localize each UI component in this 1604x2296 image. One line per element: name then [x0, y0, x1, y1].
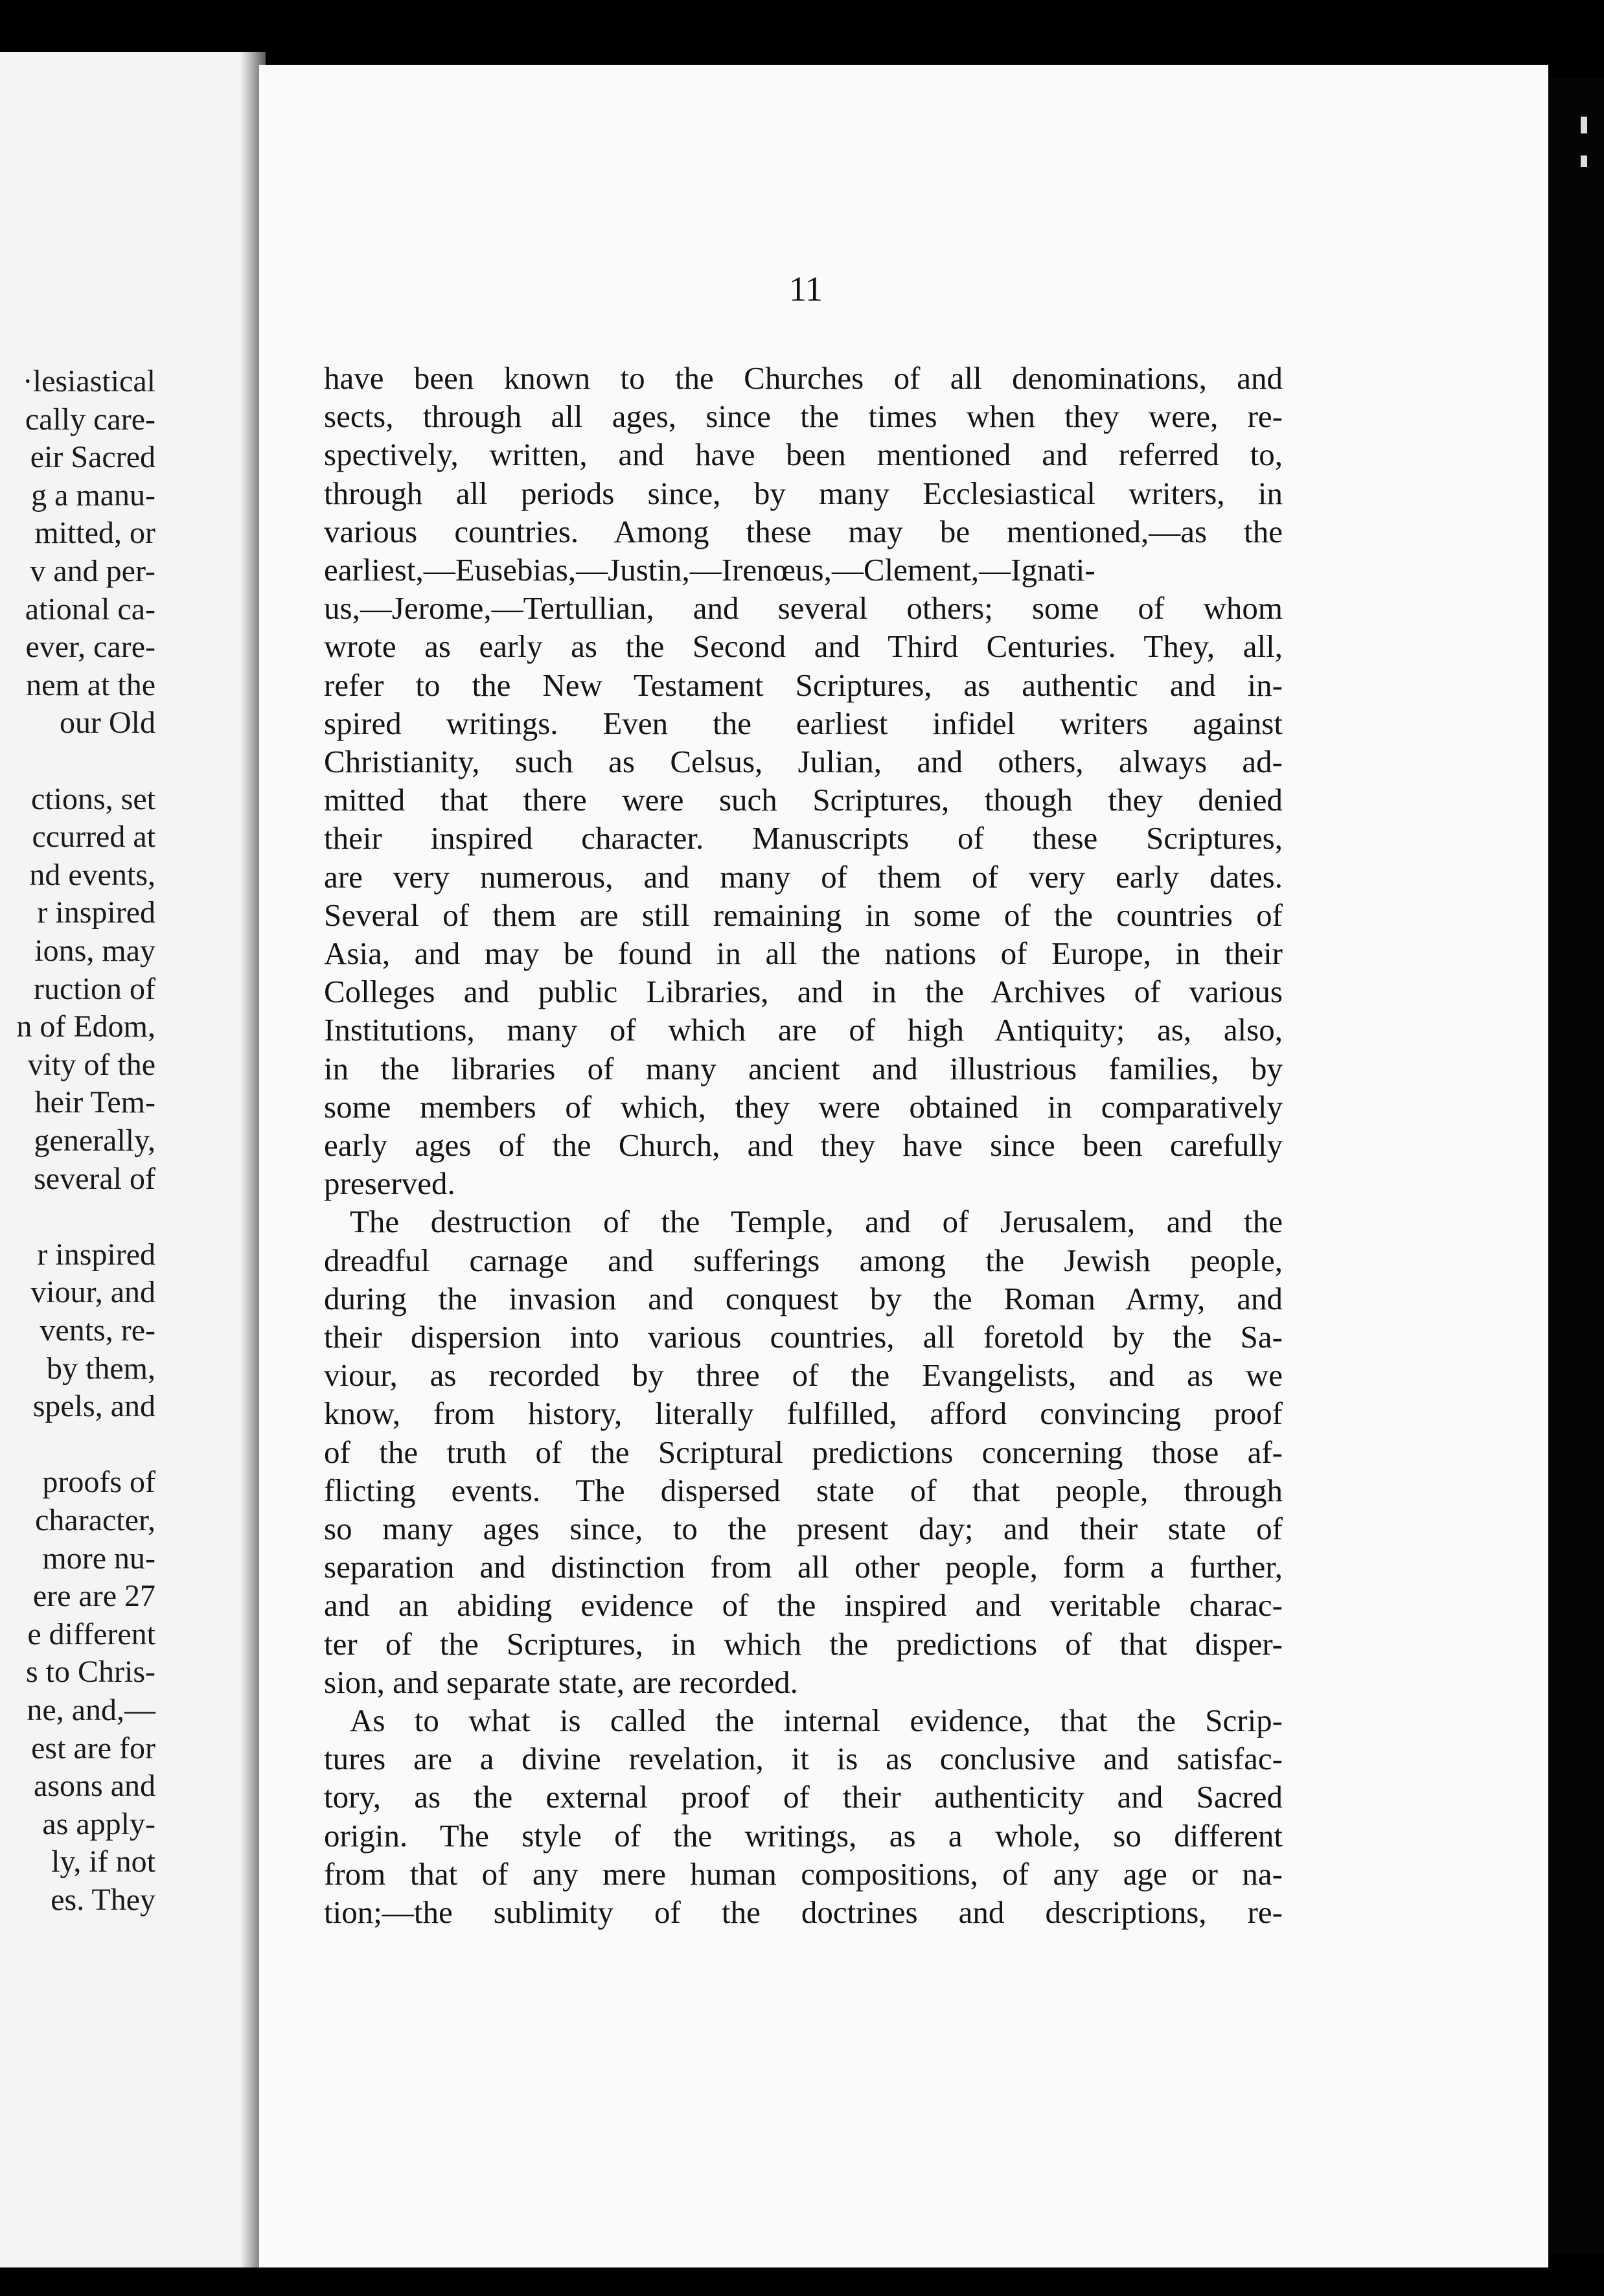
body-text-line: separation and distinction from all other people, form a further, [324, 1549, 1283, 1585]
body-text-line: dreadful carnage and sufferings among the Jewish people, [324, 1242, 1283, 1278]
left-page-line: our Old [60, 706, 155, 740]
left-page-line: ions, may [34, 934, 155, 968]
left-page-line: nd events, [29, 857, 155, 892]
left-page-line: proofs of [42, 1465, 155, 1500]
left-page-line: viour, and [30, 1275, 155, 1310]
left-page-line: eir Sacred [30, 440, 155, 475]
body-text-line: us,—Jerome,—Tertullian, and several others; some of whom [324, 590, 1283, 626]
body-text-line: preserved. [324, 1165, 455, 1202]
body-text-line: Christianity, such as Celsus, Julian, and others, always ad- [324, 744, 1283, 779]
left-page-line: s to Chris- [25, 1655, 155, 1690]
body-text-line: early ages of the Church, and they have since been carefully [324, 1127, 1283, 1163]
edge-mark [1581, 117, 1587, 133]
body-text-line: spectively, written, and have been mentioned and referred to, [324, 437, 1283, 473]
left-page-line: cally care- [25, 402, 155, 437]
left-page-line: ccurred at [32, 820, 155, 855]
left-page-line: est are for [31, 1730, 155, 1765]
body-text-line: are very numerous, and many of them of very early dates. [324, 858, 1283, 895]
left-page-line: ne, and,— [27, 1693, 155, 1727]
left-page-line: ruction of [34, 971, 155, 1006]
body-text-line: of the truth of the Scriptural predictions concerning those af- [324, 1434, 1283, 1470]
left-page [0, 52, 253, 2267]
body-text-line: Institutions, many of which are of high Antiquity; as, also, [324, 1012, 1283, 1048]
body-text-line: viour, as recorded by three of the Evangelists, and as we [324, 1357, 1283, 1394]
body-text-line: spired writings. Even the earliest infidel writers against [324, 705, 1283, 741]
left-page-line: vity of the [27, 1047, 155, 1082]
left-page-line: by them, [47, 1351, 155, 1386]
body-text-line: have been known to the Churches of all denominations, and [324, 360, 1283, 396]
left-page-line: ly, if not [51, 1844, 155, 1879]
edge-mark [1581, 155, 1587, 167]
left-page-line: g a manu- [31, 477, 155, 512]
body-text-line: through all periods since, by many Ecclesiastical writers, in [324, 475, 1283, 511]
body-text-line: tion;—the sublimity of the doctrines and descriptions, re- [324, 1894, 1283, 1930]
body-text-line: during the invasion and conquest by the Roman Army, and [324, 1280, 1283, 1316]
body-text-line: Several of them are still remaining in some of the countries of [324, 897, 1283, 933]
body-text-line: so many ages since, to the present day; and their state of [324, 1511, 1283, 1546]
left-page-line: character, [35, 1503, 155, 1537]
left-page-line: ctions, set [31, 781, 155, 816]
page-edge [1548, 78, 1604, 2255]
left-page-line: r inspired [37, 1237, 155, 1272]
left-page-line: ever, care- [25, 630, 155, 665]
left-page-line: v and per- [30, 554, 155, 588]
body-text-line: As to what is called the internal evidence, that the Scrip- [350, 1703, 1283, 1738]
left-page-line: vents, re- [40, 1313, 155, 1348]
body-text-line: The destruction of the Temple, and of Jerusalem, and the [350, 1204, 1283, 1240]
body-text-line: Colleges and public Libraries, and in the Archives of various [324, 974, 1283, 1010]
left-page-line: more nu- [42, 1541, 155, 1576]
body-text-line: ter of the Scriptures, in which the predictions of that disper- [324, 1625, 1283, 1662]
left-page-line: mitted, or [34, 516, 155, 551]
body-text-line: tory, as the external proof of their authenticity and Sacred [324, 1779, 1283, 1815]
body-text-line: sion, and separate state, are recorded. [324, 1664, 798, 1700]
body-text-line: their dispersion into various countries, all foretold by the Sa- [324, 1319, 1283, 1355]
left-page-line: heir Tem- [34, 1085, 155, 1120]
left-page-line: r inspired [37, 895, 155, 930]
left-page-line: generally, [34, 1123, 155, 1158]
body-text-line: mitted that there were such Scriptures, though they denied [324, 782, 1283, 818]
left-page-line: es. They [51, 1883, 155, 1917]
left-page-line: ere are 27 [32, 1579, 155, 1614]
left-page-line: spels, and [32, 1389, 155, 1424]
body-text-line: origin. The style of the writings, as a whole, so different [324, 1817, 1283, 1854]
body-text-line: their inspired character. Manuscripts of these Scriptures, [324, 820, 1283, 856]
left-page-line: ·lesiastical [22, 364, 155, 398]
left-page-line: ational ca- [25, 591, 155, 626]
left-page-line: n of Edom, [16, 1009, 155, 1044]
body-text-line: refer to the New Testament Scriptures, as authentic and in- [324, 667, 1283, 703]
page-number: 11 [789, 270, 823, 308]
body-text-line: tures are a divine revelation, it is as conclusive and satisfac- [324, 1741, 1283, 1777]
body-text-line: from that of any mere human compositions, of any age or na- [324, 1855, 1283, 1892]
left-page-line: nem at the [26, 667, 155, 702]
body-text-line: various countries. Among these may be mentioned,—as the [324, 513, 1283, 549]
body-text-line: flicting events. The dispersed state of that people, through [324, 1472, 1283, 1508]
body-text-line: know, from history, literally fulfilled, afford convincing proof [324, 1395, 1283, 1432]
left-page-line: several of [34, 1161, 155, 1196]
left-page-line: e different [27, 1616, 155, 1651]
left-page-line: asons and [34, 1769, 155, 1804]
body-text-line: in the libraries of many ancient and illustrious families, by [324, 1050, 1283, 1086]
body-text-line: wrote as early as the Second and Third Centuries. They, all, [324, 628, 1283, 665]
body-text-line: some members of which, they were obtained in comparatively [324, 1088, 1283, 1125]
body-text-line: and an abiding evidence of the inspired and veritable charac- [324, 1587, 1283, 1624]
body-text-line: Asia, and may be found in all the nations of Europe, in their [324, 936, 1283, 971]
body-text-line: earliest,—Eusebias,—Justin,—Irenœus,—Clement,—Ignati- [324, 552, 1095, 588]
body-text-line: sects, through all ages, since the times when they were, re- [324, 398, 1283, 435]
left-page-line: as apply- [42, 1806, 155, 1841]
